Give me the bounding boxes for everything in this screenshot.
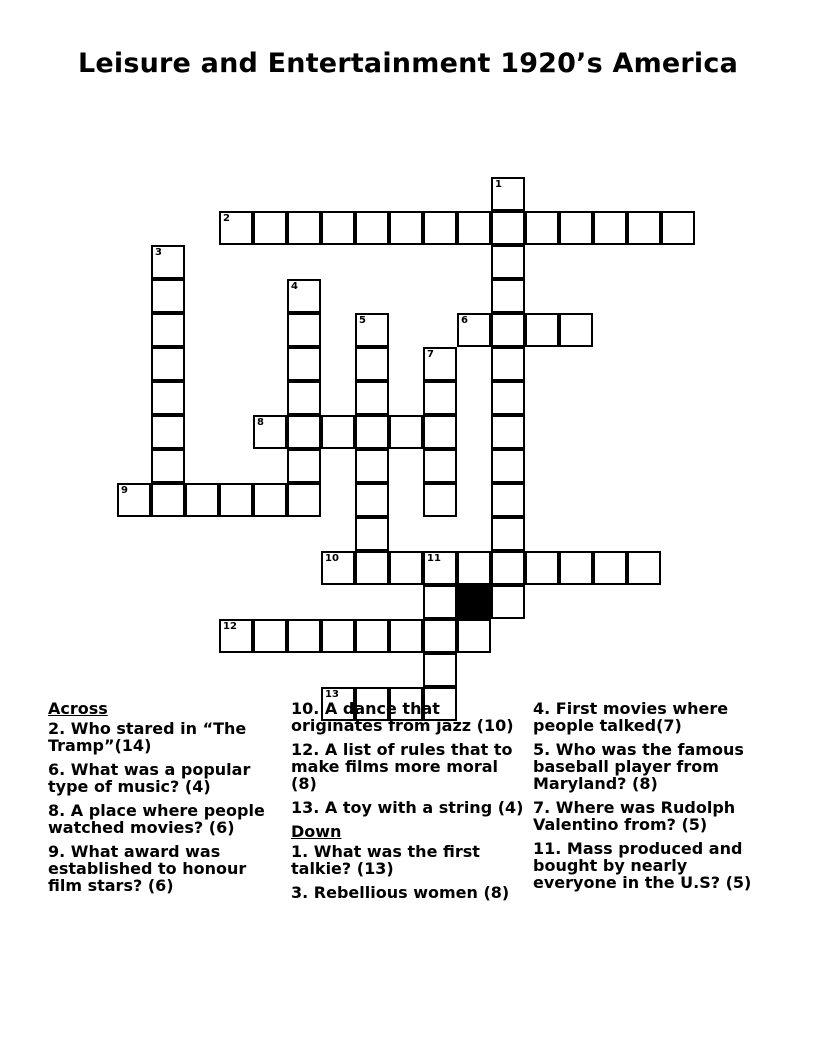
clue-number: 5 bbox=[359, 315, 366, 326]
grid-cell[interactable] bbox=[151, 381, 185, 415]
grid-cell[interactable] bbox=[593, 211, 627, 245]
down-clue: 11. Mass produced and bought by nearly everyone in the U.S? (5) bbox=[533, 839, 752, 892]
grid-cell[interactable] bbox=[287, 449, 321, 483]
grid-cell[interactable] bbox=[423, 449, 457, 483]
grid-cell[interactable] bbox=[559, 211, 593, 245]
grid-cell[interactable] bbox=[151, 449, 185, 483]
grid-cell[interactable] bbox=[423, 619, 457, 653]
grid-cell[interactable] bbox=[491, 585, 525, 619]
grid-cell[interactable] bbox=[661, 211, 695, 245]
grid-cell[interactable] bbox=[491, 313, 525, 347]
down-clue: 1. What was the first talkie? (13) bbox=[291, 842, 480, 878]
grid-cell[interactable] bbox=[491, 177, 525, 211]
grid-cell[interactable] bbox=[287, 415, 321, 449]
grid-cell[interactable] bbox=[423, 415, 457, 449]
grid-cell[interactable] bbox=[321, 619, 355, 653]
grid-cell[interactable] bbox=[219, 483, 253, 517]
grid-cell[interactable] bbox=[355, 211, 389, 245]
grid-cell[interactable] bbox=[355, 449, 389, 483]
clue-number: 12 bbox=[223, 621, 237, 632]
across-clue: 6. What was a popular type of music? (4) bbox=[48, 760, 251, 796]
clue-number: 6 bbox=[461, 315, 468, 326]
grid-cell[interactable] bbox=[355, 551, 389, 585]
down-heading: Down bbox=[291, 822, 342, 841]
grid-cell[interactable] bbox=[457, 551, 491, 585]
grid-cell[interactable] bbox=[219, 211, 253, 245]
grid-cell[interactable] bbox=[491, 449, 525, 483]
grid-cell[interactable] bbox=[491, 517, 525, 551]
clue-number: 7 bbox=[427, 349, 434, 360]
page-title: Leisure and Entertainment 1920’s America bbox=[77, 48, 739, 79]
clue-column-3 bbox=[533, 700, 769, 898]
clue-number: 10 bbox=[325, 553, 339, 564]
grid-cell[interactable] bbox=[491, 211, 525, 245]
down-clue: 3. Rebellious women (8) bbox=[291, 883, 510, 902]
grid-cell[interactable] bbox=[389, 415, 423, 449]
grid-cell[interactable] bbox=[287, 483, 321, 517]
across-clue: 2. Who stared in “The Tramp”(14) bbox=[48, 719, 247, 755]
grid-cell[interactable] bbox=[355, 415, 389, 449]
grid-cell[interactable] bbox=[253, 211, 287, 245]
grid-cell[interactable] bbox=[423, 381, 457, 415]
grid-cell[interactable] bbox=[389, 619, 423, 653]
grid-cell[interactable] bbox=[491, 279, 525, 313]
blocked-cell bbox=[457, 585, 491, 619]
grid-cell[interactable] bbox=[321, 551, 355, 585]
grid-cell[interactable] bbox=[457, 619, 491, 653]
grid-cell[interactable] bbox=[253, 415, 287, 449]
grid-cell[interactable] bbox=[457, 211, 491, 245]
grid-cell[interactable] bbox=[117, 483, 151, 517]
grid-cell[interactable] bbox=[491, 381, 525, 415]
grid-cell[interactable] bbox=[151, 347, 185, 381]
grid-cell[interactable] bbox=[525, 551, 559, 585]
clue-number: 8 bbox=[257, 417, 264, 428]
clue-number: 2 bbox=[223, 213, 230, 224]
across-clue: 8. A place where people watched movies? (6) bbox=[48, 801, 265, 837]
grid-cell[interactable] bbox=[355, 517, 389, 551]
grid-cell[interactable] bbox=[423, 585, 457, 619]
grid-cell[interactable] bbox=[321, 211, 355, 245]
grid-cell[interactable] bbox=[253, 483, 287, 517]
grid-cell[interactable] bbox=[627, 551, 661, 585]
grid-cell[interactable] bbox=[321, 415, 355, 449]
grid-cell[interactable] bbox=[491, 551, 525, 585]
clue-column-2 bbox=[291, 700, 527, 908]
grid-cell[interactable] bbox=[253, 619, 287, 653]
clue-number: 1 bbox=[495, 179, 502, 190]
grid-cell[interactable] bbox=[457, 313, 491, 347]
grid-cell[interactable] bbox=[151, 415, 185, 449]
grid-cell[interactable] bbox=[525, 313, 559, 347]
across-clue: 9. What award was established to honour film stars? (6) bbox=[48, 842, 247, 895]
grid-cell[interactable] bbox=[423, 347, 457, 381]
grid-cell[interactable] bbox=[151, 245, 185, 279]
grid-cell[interactable] bbox=[423, 653, 457, 687]
grid-cell[interactable] bbox=[525, 211, 559, 245]
grid-cell[interactable] bbox=[423, 483, 457, 517]
down-clue: 7. Where was Rudolph Valentino from? (5) bbox=[533, 798, 736, 834]
across-clue: 10. A dance that originates from jazz (10) bbox=[291, 699, 514, 735]
grid-cell[interactable] bbox=[287, 313, 321, 347]
grid-cell[interactable] bbox=[559, 313, 593, 347]
grid-cell[interactable] bbox=[185, 483, 219, 517]
clue-column-1 bbox=[48, 700, 284, 901]
clue-number: 4 bbox=[291, 281, 298, 292]
grid-cell[interactable] bbox=[355, 483, 389, 517]
clue-number: 11 bbox=[427, 553, 441, 564]
clue-number: 13 bbox=[325, 689, 339, 700]
grid-cell[interactable] bbox=[355, 313, 389, 347]
grid-cell[interactable] bbox=[219, 619, 253, 653]
down-clue: 4. First movies where people talked(7) bbox=[533, 699, 729, 735]
grid-cell[interactable] bbox=[491, 245, 525, 279]
down-clue: 5. Who was the famous baseball player from Maryland? (8) bbox=[533, 740, 744, 793]
across-clue: 12. A list of rules that to make films more moral (8) bbox=[291, 740, 513, 793]
clue-number: 9 bbox=[121, 485, 128, 496]
grid-cell[interactable] bbox=[287, 381, 321, 415]
grid-cell[interactable] bbox=[355, 619, 389, 653]
grid-cell[interactable] bbox=[593, 551, 627, 585]
grid-cell[interactable] bbox=[287, 347, 321, 381]
across-clue: 13. A toy with a string (4) bbox=[291, 798, 524, 817]
grid-cell[interactable] bbox=[287, 279, 321, 313]
grid-cell[interactable] bbox=[287, 211, 321, 245]
grid-cell[interactable] bbox=[423, 551, 457, 585]
grid-cell[interactable] bbox=[355, 347, 389, 381]
grid-cell[interactable] bbox=[151, 313, 185, 347]
grid-cell[interactable] bbox=[491, 347, 525, 381]
grid-cell[interactable] bbox=[355, 381, 389, 415]
grid-cell[interactable] bbox=[389, 551, 423, 585]
grid-cell[interactable] bbox=[627, 211, 661, 245]
grid-cell[interactable] bbox=[559, 551, 593, 585]
grid-cell[interactable] bbox=[423, 211, 457, 245]
clue-number: 3 bbox=[155, 247, 162, 258]
grid-cell[interactable] bbox=[389, 211, 423, 245]
grid-cell[interactable] bbox=[287, 619, 321, 653]
grid-cell[interactable] bbox=[151, 279, 185, 313]
across-heading: Across bbox=[48, 699, 108, 718]
grid-cell[interactable] bbox=[491, 415, 525, 449]
grid-cell[interactable] bbox=[151, 483, 185, 517]
grid-cell[interactable] bbox=[491, 483, 525, 517]
